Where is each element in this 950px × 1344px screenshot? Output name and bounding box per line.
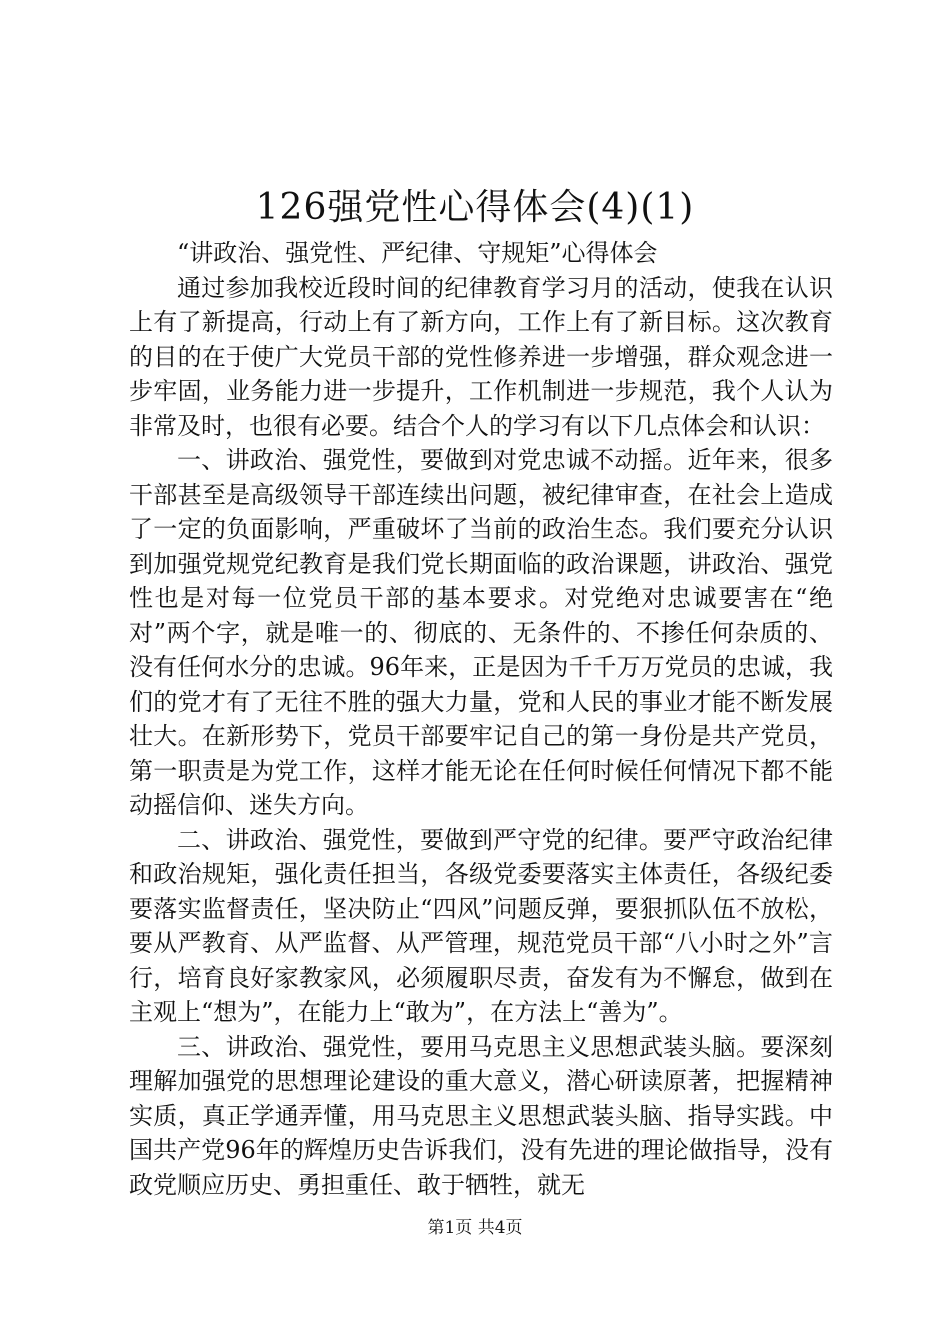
page-number: 第1页 共4页 <box>427 1218 523 1238</box>
document-body <box>129 236 833 1202</box>
document-subtitle: “讲政治、强党性、严纪律、守规矩”心得体会 <box>177 239 658 267</box>
paragraph-point-three: 三、讲政治、强党性，要用马克思主义思想武装头脑。要深刻理解加强党的思想理论建设的重大意义，潜心研读原著，把握精神实质，真正学通弄懂，用马克思主义思想武装头脑、指导实践。中国共产党96年的辉煌历史告诉我们，没有先进的理论做指导，没有政党顺应历史、勇担重任、敢于牺牲，就无 <box>129 1032 833 1199</box>
document-title: 126强党性心得体会(4)(1) <box>255 187 695 228</box>
paragraph-intro: 通过参加我校近段时间的纪律教育学习月的活动，使我在认识上有了新提高，行动上有了新方向，工作上有了新目标。这次教育的目的在于使广大党员干部的党性修养进一步增强，群众观念进一步牢固，业务能力进一步提升，工作机制进一步规范，我个人认为非常及时，也很有必要。结合个人的学习有以下几点体会和认识： <box>129 273 833 440</box>
paragraph-point-one: 一、讲政治、强党性，要做到对党忠诚不动摇。近年来，很多干部甚至是高级领导干部连续出问题，被纪律审查，在社会上造成了一定的负面影响，严重破坏了当前的政治生态。我们要充分认识到加强党规党纪教育是我们党长期面临的政治课题，讲政治、强党性也是对每一位党员干部的基本要求。对党绝对忠诚要害在“绝对”两个字，就是唯一的、彻底的、无条件的、不掺任何杂质的、没有任何水分的忠诚。96年来，正是因为千千万万党员的忠诚，我们的党才有了无往不胜的强大力量，党和人民的事业才能不断发展壮大。在新形势下，党员干部要牢记自己的第一身份是共产党员，第一职责是为党工作，这样才能无论在任何时候任何情况下都不能动摇信仰、迷失方向。 <box>129 446 833 819</box>
paragraph-point-two: 二、讲政治、强党性，要做到严守党的纪律。要严守政治纪律和政治规矩，强化责任担当，各级党委要落实主体责任，各级纪委要落实监督责任，坚决防止“四风”问题反弹，要狠抓队伍不放松，要从严教育、从严监督、从严管理，规范党员干部“八小时之外”言行，培育良好家教家风，必须履职尽责，奋发有为不懈怠，做到在主观上“想为”，在能力上“敢为”，在方法上“善为”。 <box>129 825 833 1026</box>
